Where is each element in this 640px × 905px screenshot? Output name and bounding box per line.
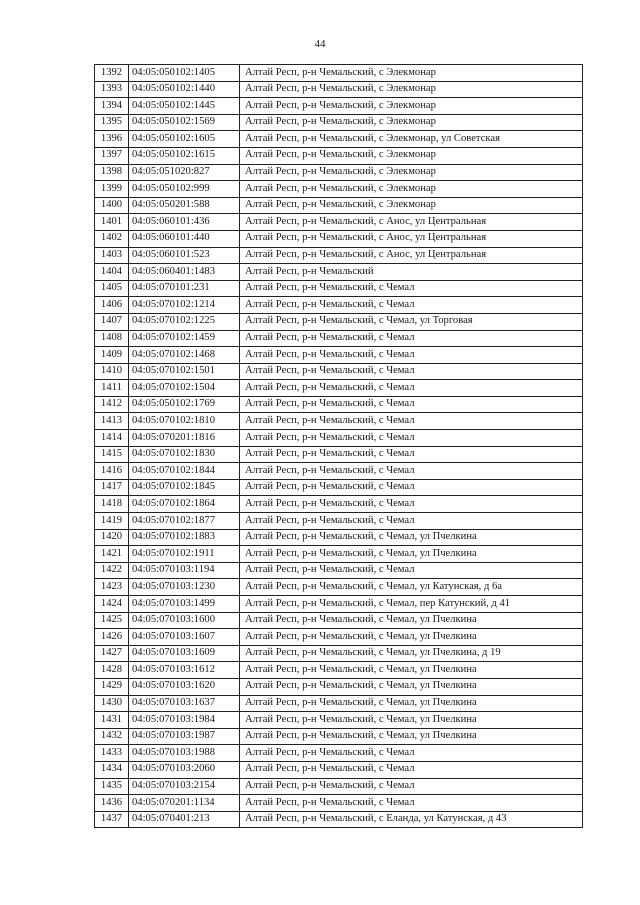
cadastral-number-cell: 04:05:070102:1877 (129, 513, 240, 530)
address-cell: Алтай Респ, р-н Чемальский (240, 264, 583, 281)
row-number-cell: 1402 (95, 230, 129, 247)
row-number-cell: 1416 (95, 463, 129, 480)
address-cell: Алтай Респ, р-н Чемальский, с Чемал, ул Пчелкина (240, 712, 583, 729)
cadastral-number-cell: 04:05:070102:1501 (129, 363, 240, 380)
table-row (95, 181, 583, 198)
row-number-cell: 1396 (95, 131, 129, 148)
cadastral-number-cell: 04:05:070201:1816 (129, 430, 240, 447)
table-row (95, 65, 583, 82)
cadastral-number-cell: 04:05:070102:1864 (129, 496, 240, 513)
table-row (95, 313, 583, 330)
address-cell: Алтай Респ, р-н Чемальский, с Чемал, ул Пчелкина (240, 695, 583, 712)
row-number-cell: 1406 (95, 297, 129, 314)
address-cell: Алтай Респ, р-н Чемальский, с Чемал (240, 745, 583, 762)
table-row (95, 330, 583, 347)
row-number-cell: 1426 (95, 629, 129, 646)
table-row (95, 347, 583, 364)
table-row (95, 562, 583, 579)
cadastral-number-cell: 04:05:070102:1459 (129, 330, 240, 347)
cadastral-number-cell: 04:05:050201:588 (129, 197, 240, 214)
address-cell: Алтай Респ, р-н Чемальский, с Чемал (240, 778, 583, 795)
cadastral-number-cell: 04:05:070103:1609 (129, 645, 240, 662)
row-number-cell: 1417 (95, 479, 129, 496)
row-number-cell: 1435 (95, 778, 129, 795)
cadastral-number-cell: 04:05:070102:1214 (129, 297, 240, 314)
table-row (95, 81, 583, 98)
cadastral-number-cell: 04:05:070103:2154 (129, 778, 240, 795)
table-row (95, 546, 583, 563)
row-number-cell: 1404 (95, 264, 129, 281)
row-number-cell: 1403 (95, 247, 129, 264)
cadastral-number-cell: 04:05:070103:1194 (129, 562, 240, 579)
row-number-cell: 1405 (95, 280, 129, 297)
address-cell: Алтай Респ, р-н Чемальский, с Чемал, пер Катунский, д 41 (240, 596, 583, 613)
table-row (95, 297, 583, 314)
row-number-cell: 1425 (95, 612, 129, 629)
table-row (95, 430, 583, 447)
address-cell: Алтай Респ, р-н Чемальский, с Чемал, ул Пчелкина (240, 728, 583, 745)
address-cell: Алтай Респ, р-н Чемальский, с Элекмонар (240, 181, 583, 198)
cadastral-number-cell: 04:05:050102:1615 (129, 147, 240, 164)
table-row (95, 778, 583, 795)
row-number-cell: 1394 (95, 98, 129, 115)
cadastral-number-cell: 04:05:070101:231 (129, 280, 240, 297)
table-row (95, 164, 583, 181)
cadastral-number-cell: 04:05:051020:827 (129, 164, 240, 181)
cadastral-number-cell: 04:05:050102:1569 (129, 114, 240, 131)
address-cell: Алтай Респ, р-н Чемальский, с Чемал (240, 363, 583, 380)
cadastral-number-cell: 04:05:070102:1844 (129, 463, 240, 480)
cadastral-number-cell: 04:05:070102:1468 (129, 347, 240, 364)
address-cell: Алтай Респ, р-н Чемальский, с Чемал (240, 795, 583, 812)
row-number-cell: 1429 (95, 678, 129, 695)
address-cell: Алтай Респ, р-н Чемальский, с Чемал (240, 380, 583, 397)
address-cell: Алтай Респ, р-н Чемальский, с Элекмонар, ул Советская (240, 131, 583, 148)
table-row (95, 396, 583, 413)
cadastral-number-cell: 04:05:070103:1607 (129, 629, 240, 646)
table-row (95, 529, 583, 546)
address-cell: Алтай Респ, р-н Чемальский, с Чемал (240, 280, 583, 297)
row-number-cell: 1395 (95, 114, 129, 131)
address-cell: Алтай Респ, р-н Чемальский, с Чемал (240, 562, 583, 579)
address-cell: Алтай Респ, р-н Чемальский, с Анос, ул Центральная (240, 230, 583, 247)
cadastral-number-cell: 04:05:070103:1988 (129, 745, 240, 762)
row-number-cell: 1431 (95, 712, 129, 729)
address-cell: Алтай Респ, р-н Чемальский, с Элекмонар (240, 197, 583, 214)
cadastral-number-cell: 04:05:070102:1911 (129, 546, 240, 563)
address-cell: Алтай Респ, р-н Чемальский, с Чемал, ул Торговая (240, 313, 583, 330)
table-row (95, 363, 583, 380)
cadastral-number-cell: 04:05:050102:1440 (129, 81, 240, 98)
address-cell: Алтай Респ, р-н Чемальский, с Чемал (240, 347, 583, 364)
row-number-cell: 1418 (95, 496, 129, 513)
row-number-cell: 1397 (95, 147, 129, 164)
cadastral-number-cell: 04:05:070401:213 (129, 811, 240, 828)
table-row (95, 629, 583, 646)
cadastral-number-cell: 04:05:060101:523 (129, 247, 240, 264)
row-number-cell: 1410 (95, 363, 129, 380)
address-cell: Алтай Респ, р-н Чемальский, с Элекмонар (240, 147, 583, 164)
cadastral-number-cell: 04:05:070103:1612 (129, 662, 240, 679)
table-row (95, 214, 583, 231)
address-cell: Алтай Респ, р-н Чемальский, с Чемал (240, 430, 583, 447)
row-number-cell: 1407 (95, 313, 129, 330)
row-number-cell: 1433 (95, 745, 129, 762)
table-row (95, 645, 583, 662)
table-row (95, 98, 583, 115)
registry-table-body (95, 65, 583, 828)
table-row (95, 496, 583, 513)
table-row (95, 247, 583, 264)
cadastral-number-cell: 04:05:070103:1620 (129, 678, 240, 695)
row-number-cell: 1421 (95, 546, 129, 563)
cadastral-number-cell: 04:05:070102:1830 (129, 446, 240, 463)
address-cell: Алтай Респ, р-н Чемальский, с Чемал (240, 761, 583, 778)
cadastral-number-cell: 04:05:070102:1883 (129, 529, 240, 546)
row-number-cell: 1415 (95, 446, 129, 463)
address-cell: Алтай Респ, р-н Чемальский, с Еланда, ул Катунская, д 43 (240, 811, 583, 828)
cadastral-number-cell: 04:05:070102:1225 (129, 313, 240, 330)
table-row (95, 579, 583, 596)
cadastral-number-cell: 04:05:060101:436 (129, 214, 240, 231)
row-number-cell: 1412 (95, 396, 129, 413)
row-number-cell: 1399 (95, 181, 129, 198)
cadastral-number-cell: 04:05:070103:1637 (129, 695, 240, 712)
row-number-cell: 1398 (95, 164, 129, 181)
row-number-cell: 1401 (95, 214, 129, 231)
cadastral-number-cell: 04:05:070201:1134 (129, 795, 240, 812)
cadastral-number-cell: 04:05:070103:1499 (129, 596, 240, 613)
address-cell: Алтай Респ, р-н Чемальский, с Элекмонар (240, 164, 583, 181)
cadastral-number-cell: 04:05:070102:1845 (129, 479, 240, 496)
cadastral-number-cell: 04:05:050102:1605 (129, 131, 240, 148)
row-number-cell: 1408 (95, 330, 129, 347)
address-cell: Алтай Респ, р-н Чемальский, с Чемал (240, 513, 583, 530)
table-row (95, 413, 583, 430)
cadastral-number-cell: 04:05:070102:1810 (129, 413, 240, 430)
cadastral-number-cell: 04:05:050102:1445 (129, 98, 240, 115)
table-row (95, 761, 583, 778)
table-row (95, 678, 583, 695)
address-cell: Алтай Респ, р-н Чемальский, с Чемал (240, 396, 583, 413)
cadastral-number-cell: 04:05:070103:2060 (129, 761, 240, 778)
address-cell: Алтай Респ, р-н Чемальский, с Чемал, ул Пчелкина (240, 612, 583, 629)
row-number-cell: 1392 (95, 65, 129, 82)
cadastral-number-cell: 04:05:070103:1984 (129, 712, 240, 729)
table-row (95, 147, 583, 164)
row-number-cell: 1409 (95, 347, 129, 364)
address-cell: Алтай Респ, р-н Чемальский, с Элекмонар (240, 114, 583, 131)
address-cell: Алтай Респ, р-н Чемальский, с Чемал, ул Пчелкина, д 19 (240, 645, 583, 662)
cadastral-number-cell: 04:05:070103:1987 (129, 728, 240, 745)
row-number-cell: 1428 (95, 662, 129, 679)
address-cell: Алтай Респ, р-н Чемальский, с Чемал (240, 463, 583, 480)
address-cell: Алтай Респ, р-н Чемальский, с Чемал, ул Пчелкина (240, 629, 583, 646)
table-row (95, 811, 583, 828)
table-row (95, 114, 583, 131)
table-row (95, 446, 583, 463)
cadastral-number-cell: 04:05:060101:440 (129, 230, 240, 247)
cadastral-number-cell: 04:05:060401:1483 (129, 264, 240, 281)
table-row (95, 728, 583, 745)
row-number-cell: 1411 (95, 380, 129, 397)
row-number-cell: 1414 (95, 430, 129, 447)
table-row (95, 463, 583, 480)
table-row (95, 479, 583, 496)
cadastral-number-cell: 04:05:070103:1600 (129, 612, 240, 629)
row-number-cell: 1437 (95, 811, 129, 828)
row-number-cell: 1393 (95, 81, 129, 98)
address-cell: Алтай Респ, р-н Чемальский, с Анос, ул Центральная (240, 214, 583, 231)
cadastral-number-cell: 04:05:070103:1230 (129, 579, 240, 596)
address-cell: Алтай Респ, р-н Чемальский, с Чемал, ул Пчелкина (240, 546, 583, 563)
cadastral-number-cell: 04:05:050102:1405 (129, 65, 240, 82)
address-cell: Алтай Респ, р-н Чемальский, с Чемал (240, 413, 583, 430)
table-row (95, 380, 583, 397)
address-cell: Алтай Респ, р-н Чемальский, с Чемал, ул Пчелкина (240, 529, 583, 546)
row-number-cell: 1423 (95, 579, 129, 596)
row-number-cell: 1400 (95, 197, 129, 214)
page-number: 44 (314, 38, 326, 50)
cadastral-number-cell: 04:05:050102:999 (129, 181, 240, 198)
table-row (95, 662, 583, 679)
row-number-cell: 1413 (95, 413, 129, 430)
row-number-cell: 1419 (95, 513, 129, 530)
table-row (95, 695, 583, 712)
address-cell: Алтай Респ, р-н Чемальский, с Элекмонар (240, 98, 583, 115)
row-number-cell: 1434 (95, 761, 129, 778)
table-row (95, 280, 583, 297)
table-row (95, 612, 583, 629)
address-cell: Алтай Респ, р-н Чемальский, с Чемал, ул Пчелкина (240, 678, 583, 695)
address-cell: Алтай Респ, р-н Чемальский, с Анос, ул Центральная (240, 247, 583, 264)
table-row (95, 131, 583, 148)
address-cell: Алтай Респ, р-н Чемальский, с Чемал (240, 446, 583, 463)
cadastral-number-cell: 04:05:070102:1504 (129, 380, 240, 397)
table-row (95, 197, 583, 214)
address-cell: Алтай Респ, р-н Чемальский, с Чемал (240, 330, 583, 347)
address-cell: Алтай Респ, р-н Чемальский, с Чемал, ул Катунская, д 6а (240, 579, 583, 596)
registry-table (94, 64, 583, 828)
table-row (95, 712, 583, 729)
address-cell: Алтай Респ, р-н Чемальский, с Чемал, ул Пчелкина (240, 662, 583, 679)
row-number-cell: 1424 (95, 596, 129, 613)
table-row (95, 513, 583, 530)
table-row (95, 745, 583, 762)
table-row (95, 596, 583, 613)
address-cell: Алтай Респ, р-н Чемальский, с Чемал (240, 479, 583, 496)
table-row (95, 230, 583, 247)
row-number-cell: 1436 (95, 795, 129, 812)
row-number-cell: 1420 (95, 529, 129, 546)
address-cell: Алтай Респ, р-н Чемальский, с Чемал (240, 496, 583, 513)
address-cell: Алтай Респ, р-н Чемальский, с Элекмонар (240, 65, 583, 82)
row-number-cell: 1422 (95, 562, 129, 579)
cadastral-number-cell: 04:05:050102:1769 (129, 396, 240, 413)
row-number-cell: 1430 (95, 695, 129, 712)
table-row (95, 795, 583, 812)
row-number-cell: 1432 (95, 728, 129, 745)
table-row (95, 264, 583, 281)
address-cell: Алтай Респ, р-н Чемальский, с Элекмонар (240, 81, 583, 98)
row-number-cell: 1427 (95, 645, 129, 662)
address-cell: Алтай Респ, р-н Чемальский, с Чемал (240, 297, 583, 314)
